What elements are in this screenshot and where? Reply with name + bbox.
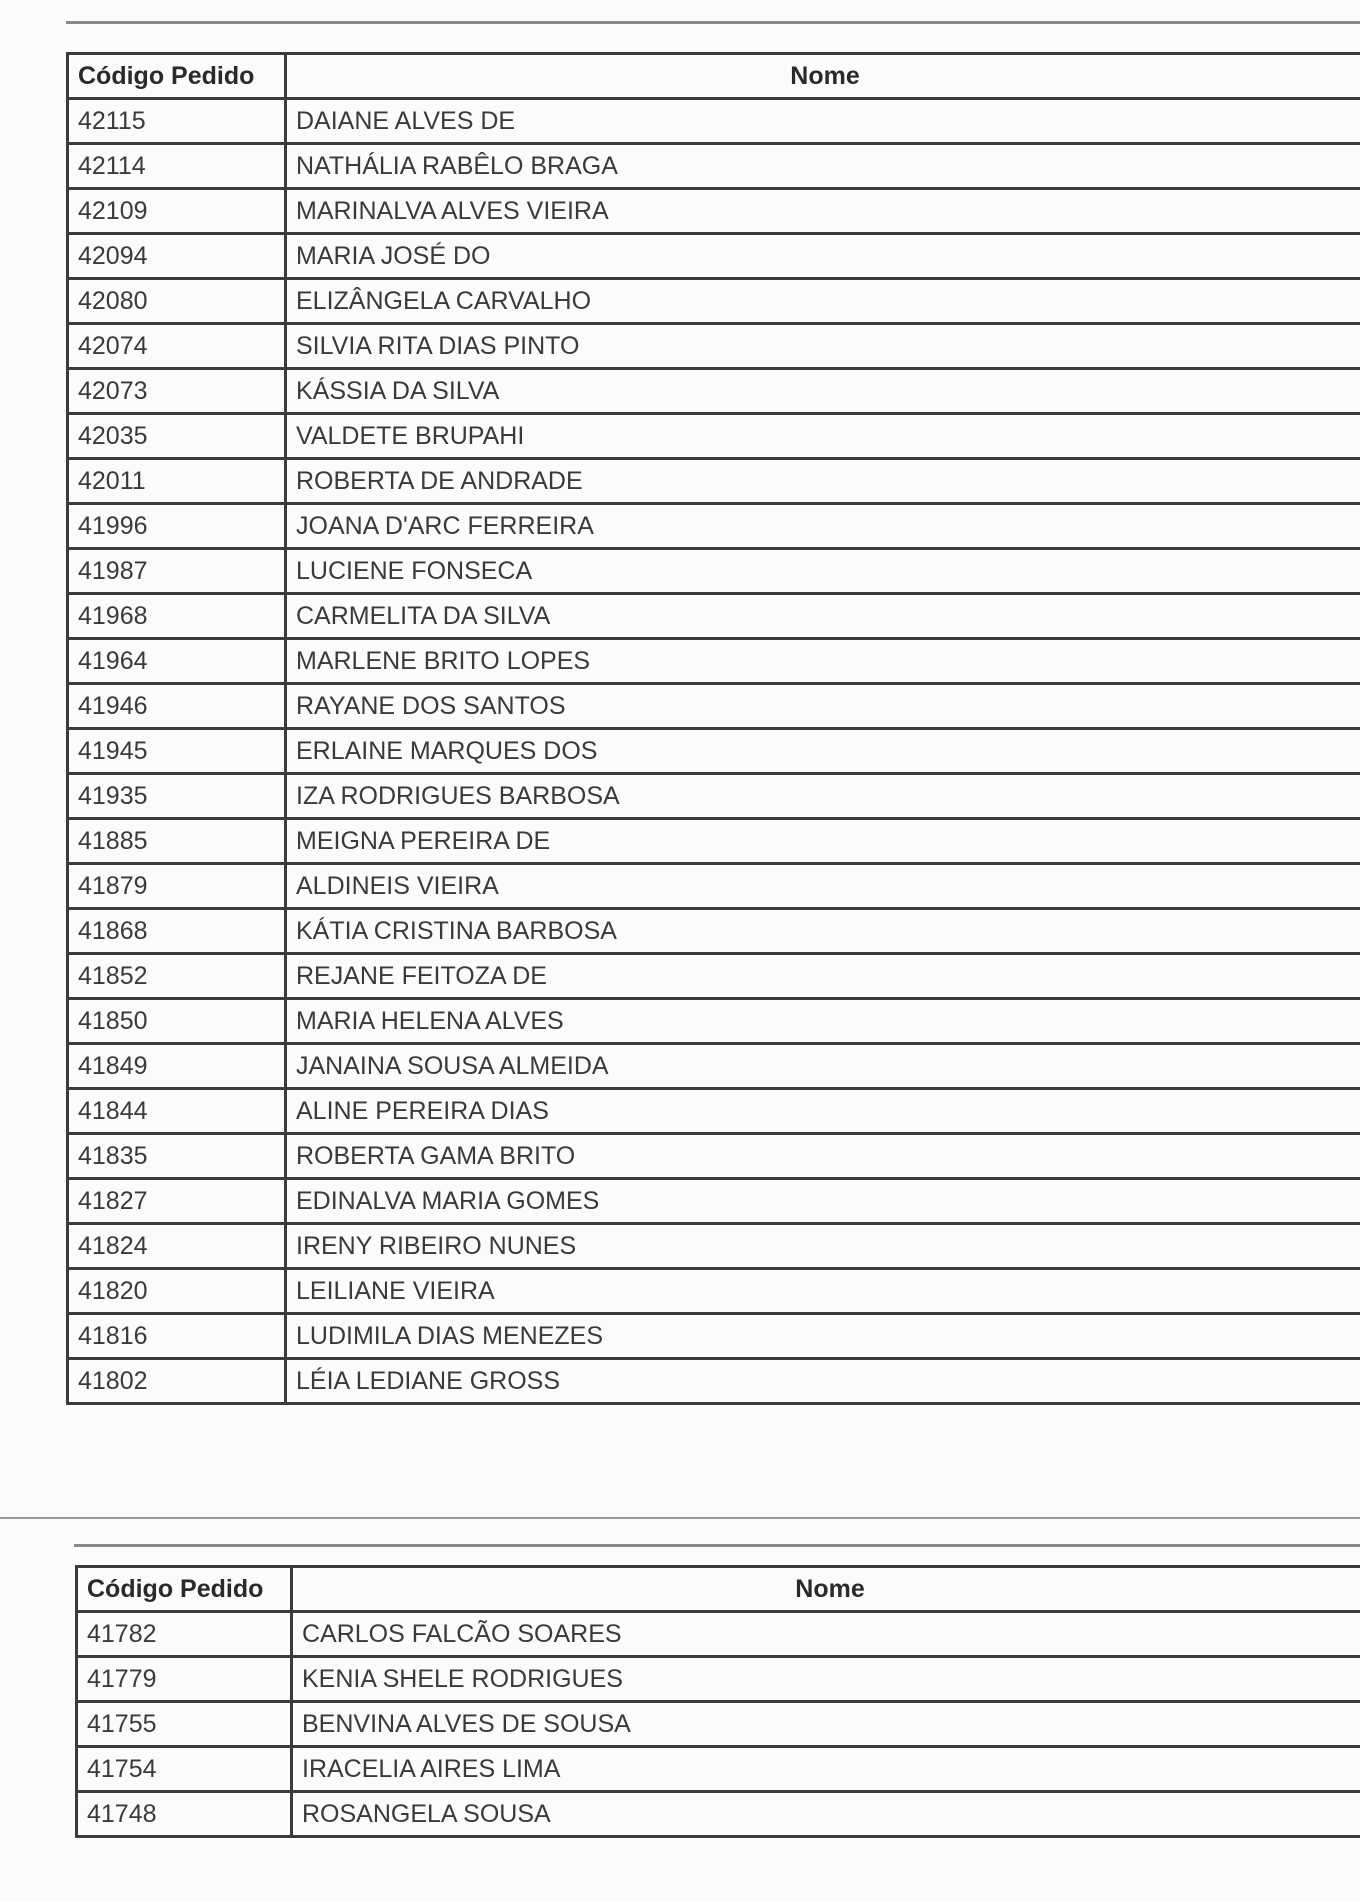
customer-name-cell: REJANE FEITOZA DE bbox=[286, 954, 1360, 999]
order-code-cell: 41835 bbox=[68, 1134, 286, 1179]
order-code-cell: 41987 bbox=[68, 549, 286, 594]
table-row bbox=[68, 684, 1360, 729]
customer-name-cell: IZA RODRIGUES BARBOSA bbox=[286, 774, 1360, 819]
order-code-cell: 42073 bbox=[68, 369, 286, 414]
customer-name-cell: MARIA JOSÉ DO bbox=[286, 234, 1360, 279]
order-code-cell: 41816 bbox=[68, 1314, 286, 1359]
customer-name-cell: ROBERTA DE ANDRADE bbox=[286, 459, 1360, 504]
table-row bbox=[68, 459, 1360, 504]
order-code-cell: 42109 bbox=[68, 189, 286, 234]
order-code-cell: 41824 bbox=[68, 1224, 286, 1269]
order-code-cell: 42080 bbox=[68, 279, 286, 324]
orders-table-1 bbox=[66, 52, 1360, 1405]
page-top-rule bbox=[66, 21, 1360, 24]
column-header-nome: Nome bbox=[292, 1567, 1360, 1612]
customer-name-cell: IRENY RIBEIRO NUNES bbox=[286, 1224, 1360, 1269]
customer-name-cell: BENVINA ALVES DE SOUSA bbox=[292, 1702, 1360, 1747]
order-code-cell: 41852 bbox=[68, 954, 286, 999]
table-row bbox=[68, 279, 1360, 324]
table-row bbox=[68, 999, 1360, 1044]
orders-table-2 bbox=[75, 1565, 1360, 1838]
section-top-rule bbox=[74, 1544, 1360, 1547]
customer-name-cell: IRACELIA AIRES LIMA bbox=[292, 1747, 1360, 1792]
order-code-cell: 42035 bbox=[68, 414, 286, 459]
order-code-cell: 41968 bbox=[68, 594, 286, 639]
table-row bbox=[68, 1179, 1360, 1224]
table-row bbox=[68, 1134, 1360, 1179]
table-row bbox=[77, 1702, 1360, 1747]
customer-name-cell: ALINE PEREIRA DIAS bbox=[286, 1089, 1360, 1134]
order-code-cell: 41755 bbox=[77, 1702, 292, 1747]
order-code-cell: 42115 bbox=[68, 99, 286, 144]
table-row bbox=[68, 1044, 1360, 1089]
table-row bbox=[68, 234, 1360, 279]
table-row bbox=[68, 864, 1360, 909]
order-code-cell: 41779 bbox=[77, 1657, 292, 1702]
table-row bbox=[68, 639, 1360, 684]
table-row bbox=[68, 909, 1360, 954]
customer-name-cell: MARIA HELENA ALVES bbox=[286, 999, 1360, 1044]
order-code-cell: 41820 bbox=[68, 1269, 286, 1314]
order-code-cell: 41782 bbox=[77, 1612, 292, 1657]
customer-name-cell: KENIA SHELE RODRIGUES bbox=[292, 1657, 1360, 1702]
table-row bbox=[68, 1359, 1360, 1404]
customer-name-cell: RAYANE DOS SANTOS bbox=[286, 684, 1360, 729]
section-divider-rule bbox=[0, 1517, 1360, 1519]
table-row bbox=[68, 1089, 1360, 1134]
table-row bbox=[68, 99, 1360, 144]
customer-name-cell: VALDETE BRUPAHI bbox=[286, 414, 1360, 459]
table-row bbox=[68, 1224, 1360, 1269]
table-row bbox=[68, 324, 1360, 369]
order-code-cell: 42011 bbox=[68, 459, 286, 504]
order-code-cell: 41827 bbox=[68, 1179, 286, 1224]
table-row bbox=[68, 369, 1360, 414]
order-code-cell: 41945 bbox=[68, 729, 286, 774]
customer-name-cell: LUDIMILA DIAS MENEZES bbox=[286, 1314, 1360, 1359]
customer-name-cell: MEIGNA PEREIRA DE bbox=[286, 819, 1360, 864]
order-code-cell: 42114 bbox=[68, 144, 286, 189]
order-code-cell: 41935 bbox=[68, 774, 286, 819]
table-row bbox=[68, 774, 1360, 819]
order-code-cell: 41748 bbox=[77, 1792, 292, 1837]
customer-name-cell: ROSANGELA SOUSA bbox=[292, 1792, 1360, 1837]
table-row bbox=[68, 594, 1360, 639]
order-code-cell: 41879 bbox=[68, 864, 286, 909]
order-code-cell: 41996 bbox=[68, 504, 286, 549]
column-header-nome: Nome bbox=[286, 54, 1360, 99]
table-row bbox=[77, 1657, 1360, 1702]
customer-name-cell: JOANA D'ARC FERREIRA bbox=[286, 504, 1360, 549]
customer-name-cell: EDINALVA MARIA GOMES bbox=[286, 1179, 1360, 1224]
table-row bbox=[77, 1747, 1360, 1792]
order-code-cell: 41946 bbox=[68, 684, 286, 729]
customer-name-cell: ROBERTA GAMA BRITO bbox=[286, 1134, 1360, 1179]
customer-name-cell: MARINALVA ALVES VIEIRA bbox=[286, 189, 1360, 234]
order-code-cell: 41802 bbox=[68, 1359, 286, 1404]
table-header-row bbox=[68, 54, 1360, 99]
customer-name-cell: LEILIANE VIEIRA bbox=[286, 1269, 1360, 1314]
table-row bbox=[77, 1612, 1360, 1657]
customer-name-cell: ALDINEIS VIEIRA bbox=[286, 864, 1360, 909]
table-row bbox=[68, 549, 1360, 594]
order-code-cell: 41868 bbox=[68, 909, 286, 954]
customer-name-cell: LÉIA LEDIANE GROSS bbox=[286, 1359, 1360, 1404]
column-header-codigo: Código Pedido bbox=[77, 1567, 292, 1612]
customer-name-cell: DAIANE ALVES DE bbox=[286, 99, 1360, 144]
column-header-codigo: Código Pedido bbox=[68, 54, 286, 99]
table-row bbox=[77, 1792, 1360, 1837]
order-code-cell: 41964 bbox=[68, 639, 286, 684]
customer-name-cell: LUCIENE FONSECA bbox=[286, 549, 1360, 594]
table-row bbox=[68, 144, 1360, 189]
order-code-cell: 41850 bbox=[68, 999, 286, 1044]
customer-name-cell: MARLENE BRITO LOPES bbox=[286, 639, 1360, 684]
customer-name-cell: NATHÁLIA RABÊLO BRAGA bbox=[286, 144, 1360, 189]
customer-name-cell: JANAINA SOUSA ALMEIDA bbox=[286, 1044, 1360, 1089]
customer-name-cell: ERLAINE MARQUES DOS bbox=[286, 729, 1360, 774]
order-code-cell: 41885 bbox=[68, 819, 286, 864]
table-header-row bbox=[77, 1567, 1360, 1612]
order-code-cell: 42094 bbox=[68, 234, 286, 279]
order-code-cell: 41849 bbox=[68, 1044, 286, 1089]
table-row bbox=[68, 414, 1360, 459]
order-code-cell: 41844 bbox=[68, 1089, 286, 1134]
order-code-cell: 41754 bbox=[77, 1747, 292, 1792]
table-row bbox=[68, 504, 1360, 549]
customer-name-cell: SILVIA RITA DIAS PINTO bbox=[286, 324, 1360, 369]
customer-name-cell: ELIZÂNGELA CARVALHO bbox=[286, 279, 1360, 324]
table-row bbox=[68, 189, 1360, 234]
table-row bbox=[68, 954, 1360, 999]
customer-name-cell: CARMELITA DA SILVA bbox=[286, 594, 1360, 639]
table-row bbox=[68, 819, 1360, 864]
customer-name-cell: KÁSSIA DA SILVA bbox=[286, 369, 1360, 414]
customer-name-cell: CARLOS FALCÃO SOARES bbox=[292, 1612, 1360, 1657]
table-row bbox=[68, 1314, 1360, 1359]
table-row bbox=[68, 1269, 1360, 1314]
table-row bbox=[68, 729, 1360, 774]
order-code-cell: 42074 bbox=[68, 324, 286, 369]
customer-name-cell: KÁTIA CRISTINA BARBOSA bbox=[286, 909, 1360, 954]
